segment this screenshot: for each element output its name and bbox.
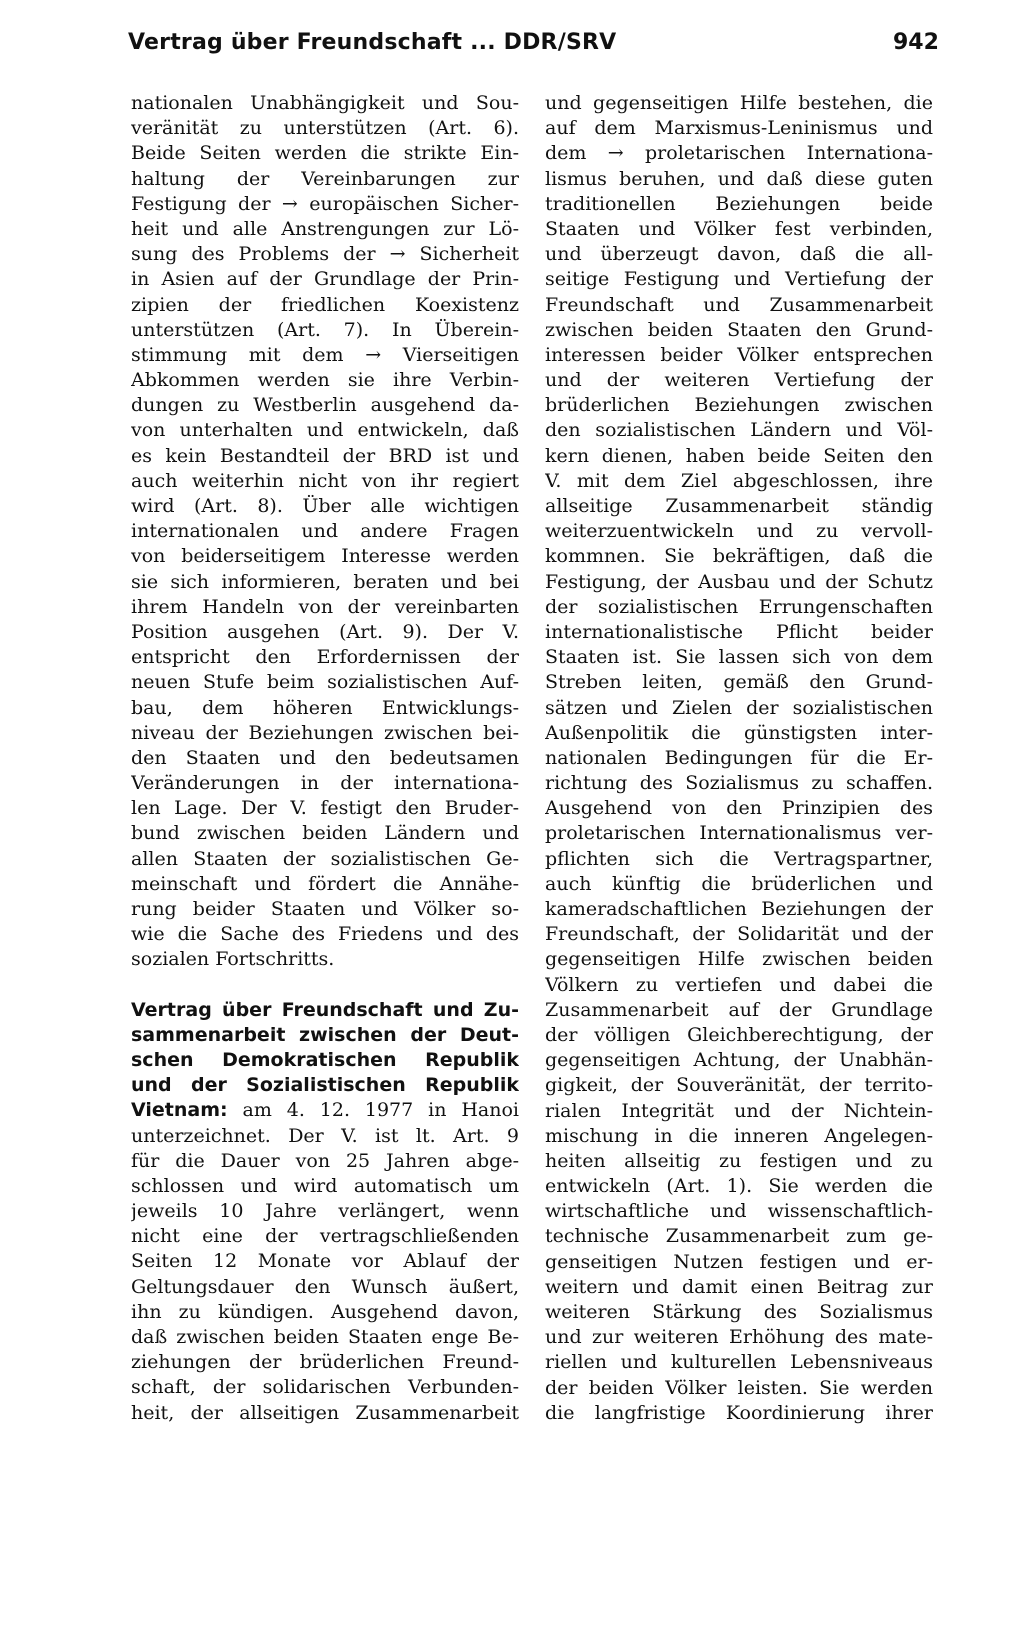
text-line: Zusammenarbeit auf der Grundlage (545, 998, 933, 1021)
heading-line (131, 1073, 519, 1098)
text-line: auch weiterhin nicht von ihr regiert (131, 469, 519, 492)
text-line: Freundschaft, der Solidarität und der (545, 923, 933, 946)
text-line: weitern und damit einen Beitrag zur (545, 1275, 933, 1298)
text-line: lismus beruhen, und daß diese guten (545, 167, 933, 190)
text-line: gigkeit, der Souveränität, der territo- (545, 1074, 933, 1097)
text-line: interessen beider Völker entsprechen (545, 343, 933, 366)
text-line: der beiden Völker leisten. Sie werden (545, 1376, 933, 1399)
text-line: gegenseitigen Hilfe zwischen beiden (545, 948, 933, 971)
text-line: technische Zusammenarbeit zum ge- (545, 1225, 933, 1248)
text-line: richtung des Sozialismus zu schaffen. (545, 772, 933, 795)
left-column (131, 91, 519, 1426)
text-line: ihrem Handeln von der vereinbarten (131, 595, 519, 618)
text-line: len Lage. Der V. festigt den Bruder- (131, 797, 519, 820)
text-line: der sozialistischen Errungenschaften (545, 595, 933, 618)
text-line: die langfristige Koordinierung ihrer (545, 1401, 933, 1424)
text-line: Freundschaft und Zusammenarbeit (545, 293, 933, 316)
text-line: haltung der Vereinbarungen zur (131, 167, 519, 190)
heading-text: sammenarbeit zwischen der Deut- (131, 1023, 519, 1046)
left-body-text (131, 91, 519, 973)
text-line: der völligen Gleichberechtigung, der (545, 1023, 933, 1046)
text-line: zipien der friedlichen Koexistenz (131, 293, 519, 316)
text-line: schaft, der solidarischen Verbunden- (131, 1376, 519, 1399)
text-line: allseitige Zusammenarbeit ständig (545, 495, 933, 517)
text-line: nationalen Bedingungen für die Er- (545, 746, 933, 769)
text-line: in Asien auf der Grundlage der Prin- (131, 268, 519, 291)
text-line: internationalistische Pflicht beider (545, 620, 933, 643)
text-line: bau, dem höheren Entwicklungs- (131, 696, 519, 719)
text-line: unterstützen (Art. 7). In Überein- (131, 318, 519, 341)
heading-line (131, 998, 519, 1023)
text-line: kern dienen, haben beide Seiten den (545, 444, 933, 467)
paragraph-gap (131, 973, 519, 998)
text-line: Streben leiten, gemäß den Grund- (545, 671, 933, 694)
text-line: heiten allseitig zu festigen und zu (545, 1149, 933, 1172)
text-line: stimmung mit dem → Vierseitigen (131, 343, 519, 366)
text-line: entspricht den Erfordernissen der (131, 646, 519, 669)
heading-line (131, 1023, 519, 1048)
text-line: Geltungsdauer den Wunsch äußert, (131, 1275, 519, 1298)
right-body-text (545, 91, 933, 1426)
heading-text: Vietnam: (131, 1099, 228, 1122)
entry-body-text (131, 1124, 519, 1426)
heading-text: Vertrag über Freundschaft und Zu- (131, 998, 519, 1021)
text-line: Ausgehend von den Prinzipien des (545, 797, 933, 820)
text-line: heit und alle Anstrengungen zur Lö- (131, 217, 519, 240)
text-line: zwischen beiden Staaten den Grund- (545, 318, 933, 341)
text-line: bund zwischen beiden Ländern und (131, 822, 519, 845)
text-line: Festigung der → europäischen Sicher- (131, 192, 519, 215)
text-line: wirtschaftliche und wissenschaftlich- (545, 1200, 933, 1223)
text-line: wie die Sache des Friedens und des (131, 923, 519, 946)
text-line: sätzen und Zielen der sozialistischen (545, 696, 933, 719)
text-line: Veränderungen in der internationa- (131, 772, 519, 795)
text-line: und der weiteren Vertiefung der (545, 369, 933, 392)
text-line: dem → proletarischen Internationa- (545, 142, 933, 165)
text-line: kameradschaftlichen Beziehungen der (545, 898, 933, 920)
text-line: und gegenseitigen Hilfe bestehen, die (545, 92, 933, 114)
text-line: schlossen und wird automatisch um (131, 1174, 519, 1197)
text-line: ihn zu kündigen. Ausgehend davon, (131, 1300, 519, 1323)
text-line: daß zwischen beiden Staaten enge Be- (131, 1326, 519, 1348)
text-line: rung beider Staaten und Völker so- (131, 898, 519, 920)
right-column (545, 91, 933, 1426)
text-line: genseitigen Nutzen festigen und er- (545, 1250, 933, 1273)
text-line: Außenpolitik die günstigsten inter- (545, 721, 933, 744)
text-line: Staaten und Völker fest verbinden, (545, 217, 933, 240)
text-line: es kein Bestandteil der BRD ist und (131, 444, 519, 467)
text-line: proletarischen Internationalismus ver- (545, 822, 933, 845)
text-line: brüderlichen Beziehungen zwischen (545, 394, 933, 417)
text-line: dungen zu Westberlin ausgehend da- (131, 394, 519, 417)
text-line: nicht eine der vertragschließenden (131, 1225, 519, 1248)
text-line: veränität zu unterstützen (Art. 6). (131, 117, 519, 140)
heading-tail-text: am 4. 12. 1977 in Hanoi (227, 1099, 519, 1122)
text-line: von beiderseitigem Interesse werden (131, 545, 519, 568)
text-line: den Staaten und den bedeutsamen (131, 746, 519, 769)
text-line: entwickeln (Art. 1). Sie werden die (545, 1175, 933, 1198)
text-line: sozialen Fortschritts. (131, 948, 335, 971)
text-line: meinschaft und fördert die Annähe- (131, 872, 519, 895)
text-line: Beide Seiten werden die strikte Ein- (131, 142, 519, 165)
text-line: weiterzuentwickeln und zu vervoll- (545, 520, 933, 543)
text-line: rialen Integrität und der Nichtein- (545, 1099, 933, 1122)
text-line: Völkern zu vertiefen und dabei die (545, 973, 933, 996)
text-line: seitige Festigung und Vertiefung der (545, 268, 933, 291)
heading-line (131, 1098, 519, 1123)
heading-text: und der Sozialistischen Republik (131, 1074, 519, 1097)
heading-line (131, 1048, 519, 1073)
text-line: für die Dauer von 25 Jahren abge- (131, 1149, 519, 1172)
running-title: Vertrag über Freundschaft ... DDR/SRV (128, 30, 617, 55)
text-line: nationalen Unabhängigkeit und Sou- (131, 92, 519, 114)
heading-text: schen Demokratischen Republik (131, 1048, 519, 1071)
text-line: gegenseitigen Achtung, der Unabhän- (545, 1049, 933, 1072)
text-line: Seiten 12 Monate vor Ablauf der (131, 1250, 519, 1273)
text-line: V. mit dem Ziel abgeschlossen, ihre (545, 469, 933, 492)
text-line: und zur weiteren Erhöhung des mate- (545, 1326, 933, 1349)
text-line: unterzeichnet. Der V. ist lt. Art. 9 (131, 1124, 519, 1147)
text-line: von unterhalten und entwickeln, daß (131, 419, 519, 442)
text-line: Staaten ist. Sie lassen sich von dem (545, 646, 933, 669)
page-number: 942 (893, 30, 939, 55)
text-line: und überzeugt davon, daß die all- (545, 243, 933, 266)
text-line: Festigung, der Ausbau und der Schutz (545, 570, 933, 593)
text-line: traditionellen Beziehungen beide (545, 192, 933, 215)
text-line: kommnen. Sie bekräftigen, daß die (545, 545, 933, 568)
text-line: den sozialistischen Ländern und Völ- (545, 419, 933, 442)
text-line: riellen und kulturellen Lebensniveaus (545, 1351, 933, 1374)
entry-heading (131, 998, 519, 1124)
text-line: jeweils 10 Jahre verlängert, wenn (131, 1200, 519, 1223)
text-line: mischung in die inneren Angelegen- (545, 1124, 933, 1147)
text-line: sung des Problems der → Sicherheit (131, 243, 519, 266)
text-line: Abkommen werden sie ihre Verbin- (131, 369, 519, 392)
text-line: weiteren Stärkung des Sozialismus (545, 1301, 933, 1323)
text-line: ziehungen der brüderlichen Freund- (131, 1351, 519, 1374)
text-line: auch künftig die brüderlichen und (545, 872, 933, 895)
text-line: niveau der Beziehungen zwischen bei- (131, 721, 519, 744)
text-line: sie sich informieren, beraten und bei (131, 570, 519, 593)
text-line: auf dem Marxismus-Leninismus und (545, 117, 933, 140)
text-line: pflichten sich die Vertragspartner, (545, 847, 933, 870)
text-line: heit, der allseitigen Zusammenarbeit (131, 1401, 519, 1424)
text-line: wird (Art. 8). Über alle wichtigen (131, 495, 519, 517)
text-line: neuen Stufe beim sozialistischen Auf- (131, 671, 519, 694)
text-line: Position ausgehen (Art. 9). Der V. (131, 620, 519, 643)
text-line: internationalen und andere Fragen (131, 520, 519, 543)
text-line: allen Staaten der sozialistischen Ge- (131, 847, 519, 870)
